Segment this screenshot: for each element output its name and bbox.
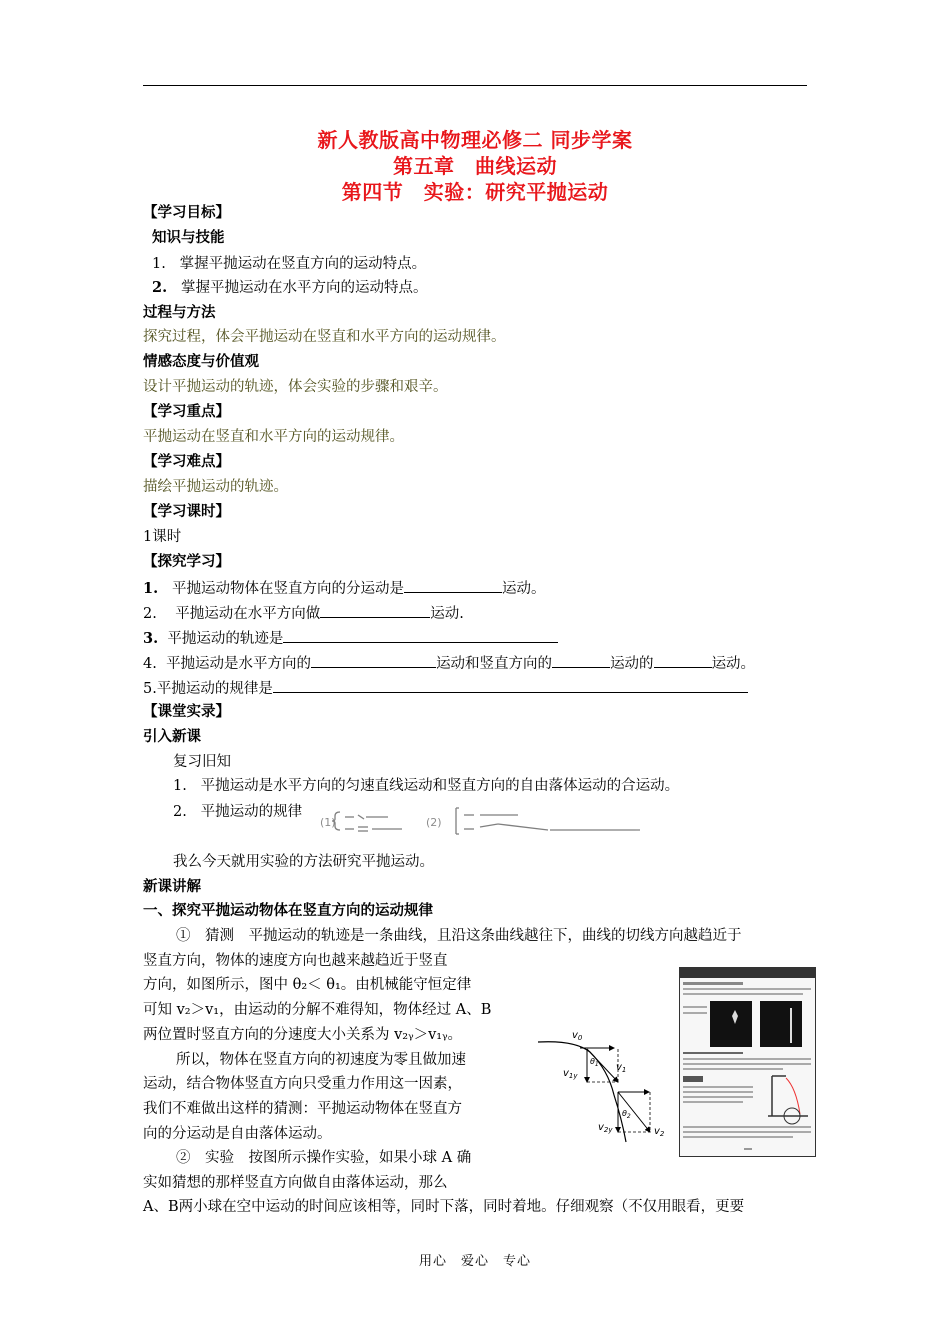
explore-question-2: 2. 平抛运动在水平方向做 运动. bbox=[143, 602, 464, 624]
svg-text:v2y: $v_{2y}$ bbox=[598, 1122, 613, 1134]
paragraph-line: ② 实验 按图所示操作实验，如果小球 A 确 bbox=[176, 1150, 472, 1166]
knowledge-item-1: 1. 掌握平抛运动在竖直方向的运动特点。 bbox=[152, 256, 427, 272]
process-text: 探究过程，体会平抛运动在竖直和水平方向的运动规律。 bbox=[143, 329, 506, 345]
intro-heading: 引入新课 bbox=[143, 728, 201, 745]
paragraph-line: 向的分运动是自由落体运动。 bbox=[143, 1126, 332, 1142]
answer-blank[interactable] bbox=[552, 652, 610, 668]
answer-blank[interactable] bbox=[320, 602, 430, 618]
answer-blank[interactable] bbox=[311, 652, 436, 668]
section-1-heading: 一、探究平抛运动物体在竖直方向的运动规律 bbox=[143, 902, 433, 919]
review-item-2: 2. 平抛运动的规律 bbox=[173, 804, 303, 820]
svg-text:v1y: $v_{1y}$ bbox=[563, 1068, 578, 1080]
paragraph-line: 方向，如图所示，图中 θ₂＜ θ₁。由机械能守恒定律 bbox=[143, 977, 472, 993]
difficulties-text: 描绘平抛运动的轨迹。 bbox=[143, 479, 288, 495]
paragraph-line: A、B两小球在空中运动的时间应该相等，同时下落，同时着地。仔细观察（不仅用眼看，更要 bbox=[143, 1199, 745, 1215]
explore-question-5: 5.平抛运动的规律是 bbox=[143, 677, 748, 699]
answer-blank[interactable] bbox=[654, 652, 712, 668]
answer-blank[interactable] bbox=[273, 677, 748, 693]
chapter-title: 第五章 曲线运动 bbox=[393, 154, 557, 178]
classroom-heading: 【课堂实录】 bbox=[143, 703, 230, 720]
svg-text:v1: $v_1$ bbox=[616, 1062, 627, 1074]
paragraph-line: 运动，结合物体竖直方向只受重力作用这一因素， bbox=[143, 1076, 462, 1092]
velocity-decomposition-diagram bbox=[530, 1020, 675, 1145]
key-points-text: 平抛运动在竖直和水平方向的运动规律。 bbox=[143, 429, 404, 445]
knowledge-item-2: 2. 掌握平抛运动在水平方向的运动特点。 bbox=[152, 279, 428, 296]
new-lesson-heading: 新课讲解 bbox=[143, 878, 201, 895]
paragraph-line: 实如猜想的那样竖直方向做自由落体运动，那么 bbox=[143, 1175, 448, 1191]
paragraph-line: 两位置时竖直方向的分速度大小关系为 v₂ᵧ＞v₁ᵧ。 bbox=[143, 1027, 463, 1043]
textbook-page-image bbox=[679, 967, 816, 1157]
knowledge-heading: 知识与技能 bbox=[152, 229, 225, 246]
explore-question-1: 1. 平抛运动物体在竖直方向的分运动是 运动。 bbox=[143, 577, 545, 599]
period-heading: 【学习课时】 bbox=[143, 503, 230, 520]
key-points-heading: 【学习重点】 bbox=[143, 403, 230, 420]
emotion-heading: 情感态度与价值观 bbox=[143, 353, 259, 370]
paragraph-line: 所以，物体在竖直方向的初速度为零且做加速 bbox=[176, 1052, 466, 1068]
objectives-heading: 【学习目标】 bbox=[143, 204, 230, 221]
section-title: 第四节 实验：研究平抛运动 bbox=[341, 180, 609, 204]
svg-text:(1): (1) bbox=[320, 816, 336, 829]
svg-text:(2): (2) bbox=[426, 816, 442, 829]
review-item-1: 1. 平抛运动是水平方向的匀速直线运动和竖直方向的自由落体运动的合运动。 bbox=[173, 778, 680, 794]
period-text: 1课时 bbox=[143, 529, 182, 545]
svg-text:v0: $v_0$ bbox=[572, 1030, 583, 1042]
svg-text:v2: $v_2$ bbox=[654, 1126, 665, 1138]
footer: 用心 爱心 专心 bbox=[418, 1254, 531, 1269]
explore-question-4: 4. 平抛运动是水平方向的 运动和竖直方向的 运动的 运动。 bbox=[143, 652, 755, 674]
page-title: 新人教版高中物理必修二 同步学案 bbox=[317, 128, 633, 152]
answer-blank[interactable] bbox=[404, 577, 502, 593]
closing-text: 我么今天就用实验的方法研究平抛运动。 bbox=[173, 854, 434, 870]
paragraph-line: 我们不难做出这样的猜测：平抛运动物体在竖直方 bbox=[143, 1101, 462, 1117]
process-heading: 过程与方法 bbox=[143, 304, 216, 321]
emotion-text: 设计平抛运动的轨迹，体会实验的步骤和艰辛。 bbox=[143, 379, 448, 395]
svg-text:θ1: $\theta_1$ bbox=[590, 1057, 599, 1068]
svg-text:θ2: $\theta_2$ bbox=[622, 1109, 631, 1120]
explore-question-3: 3. 平抛运动的轨迹是 bbox=[143, 627, 558, 649]
paragraph-line: 可知 v₂＞v₁，由运动的分解不难得知，物体经过 A、B bbox=[143, 1002, 492, 1018]
review-label: 复习旧知 bbox=[173, 754, 231, 770]
paragraph-line: 竖直方向，物体的速度方向也越来越趋近于竖直 bbox=[143, 953, 448, 969]
header-rule bbox=[143, 85, 807, 86]
answer-blank[interactable] bbox=[283, 627, 558, 643]
difficulties-heading: 【学习难点】 bbox=[143, 453, 230, 470]
trajectory-curve bbox=[538, 1042, 626, 1142]
explore-heading: 【探究学习】 bbox=[143, 553, 230, 570]
paragraph-line: ① 猜测 平抛运动的轨迹是一条曲线，且沿这条曲线越往下，曲线的切线方向越趋近于 bbox=[176, 928, 742, 944]
motion-formula-image bbox=[318, 800, 648, 840]
